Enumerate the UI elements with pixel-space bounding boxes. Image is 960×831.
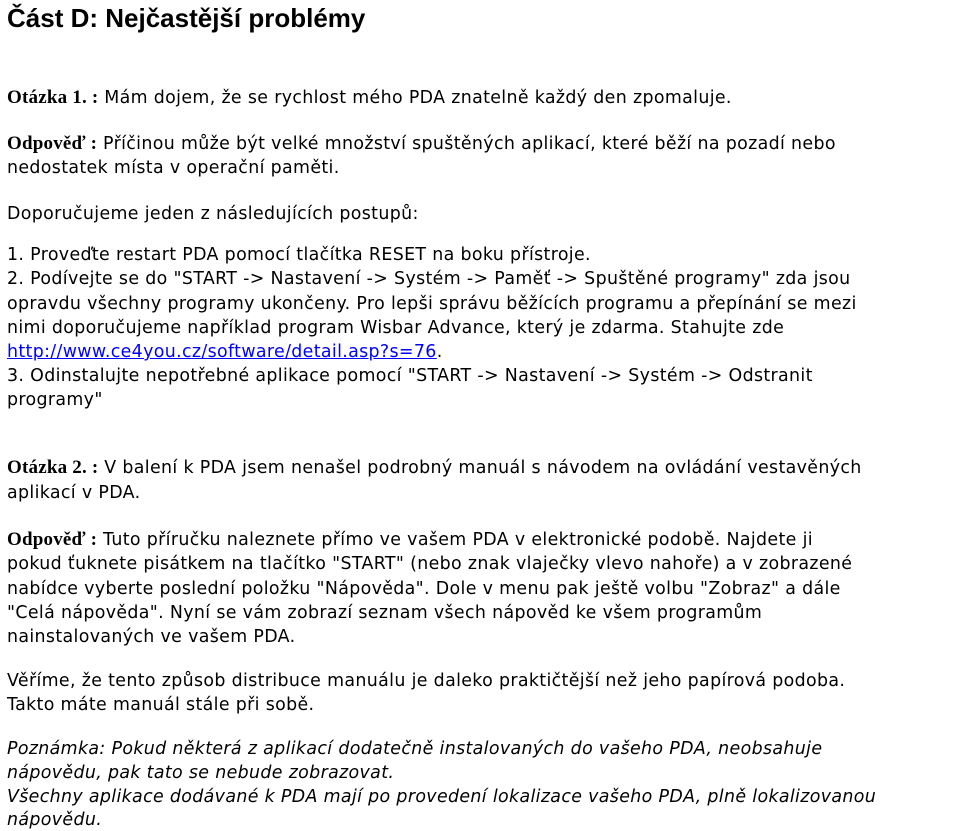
answer-1-label: Odpověď : — [7, 133, 98, 154]
question-2-line-2: aplikací v PDA. — [7, 483, 141, 503]
answer-2-line-5: nainstalovaných ve vašem PDA. — [7, 627, 296, 647]
download-link[interactable]: http://www.ce4you.cz/software/detail.asp?s=76 — [7, 342, 437, 362]
question-2-line-1 — [7, 456, 862, 480]
question-1 — [7, 86, 732, 110]
step-3-line-2: programy" — [7, 390, 103, 410]
step-2-link-line — [7, 340, 443, 364]
page-title: Část D: Nejčastější problémy — [7, 3, 366, 33]
answer-2-line-3: nabídce vyberte poslední položku "Nápověda". Dole v menu pak ještě volbu "Zobraz" a dále — [7, 579, 841, 599]
question-2-text: V balení k PDA jsem nenašel podrobný manuál s návodem na ovládání vestavěných — [98, 458, 862, 478]
step-2-line-1: 2. Podívejte se do "START -> Nastavení -> Systém -> Paměť -> Spuštěné programy" zda jsou — [7, 269, 851, 289]
answer-2-line-4: "Celá nápověda". Nyní se vám zobrazí seznam všech nápověd ke všem programům — [7, 603, 763, 623]
note-line-4: nápovědu. — [7, 810, 103, 830]
question-1-text: Mám dojem, že se rychlost mého PDA znatelně každý den zpomaluje. — [98, 88, 732, 108]
question-2-label: Otázka 2. : — [7, 457, 99, 478]
belief-line-1: Věříme, že tento způsob distribuce manuálu je daleko praktičtější než jeho papírová podoba. — [7, 671, 846, 691]
note-line-3: Všechny aplikace dodávané k PDA mají po provedení lokalizace vašeho PDA, plně lokalizovanou — [7, 787, 877, 807]
recommendation-intro: Doporučujeme jeden z následujících postupů: — [7, 204, 419, 224]
answer-2-label: Odpověď : — [7, 529, 98, 550]
step-2-line-3: nimi doporučujeme například program Wisbar Advance, který je zdarma. Stahujte zde — [7, 318, 785, 338]
answer-2-line-1 — [7, 528, 813, 552]
answer-1-line-2: nedostatek místa v operační paměti. — [7, 158, 340, 178]
note-line-2: nápovědu, pak tato se nebude zobrazovat. — [7, 763, 395, 783]
question-1-label: Otázka 1. : — [7, 87, 99, 108]
note-line-1: Poznámka: Pokud některá z aplikací dodatečně instalovaných do vašeho PDA, neobsahuje — [7, 739, 823, 759]
answer-2-text: Tuto příručku naleznete přímo ve vašem PDA v elektronické podobě. Najdete ji — [97, 530, 813, 550]
answer-2-line-2: pokud ťuknete pisátkem na tlačítko "START" (nebo znak vlaječky vlevo nahoře) a v zobrazené — [7, 554, 853, 574]
link-trailing-period: . — [436, 342, 443, 362]
step-3-line-1: 3. Odinstalujte nepotřebné aplikace pomocí "START -> Nastavení -> Systém -> Odstranit — [7, 366, 813, 386]
answer-1-line-1 — [7, 132, 836, 156]
step-1: 1. Proveďte restart PDA pomocí tlačítka RESET na boku přístroje. — [7, 245, 591, 265]
step-2-line-2: opravdu všechny programy ukončeny. Pro lepši správu běžících programu a přepínání se mezi — [7, 294, 857, 314]
answer-1-text: Příčinou může být velké množství spuštěných aplikací, které běží na pozadí nebo — [97, 134, 836, 154]
belief-line-2: Takto máte manuál stále při sobě. — [7, 695, 315, 715]
